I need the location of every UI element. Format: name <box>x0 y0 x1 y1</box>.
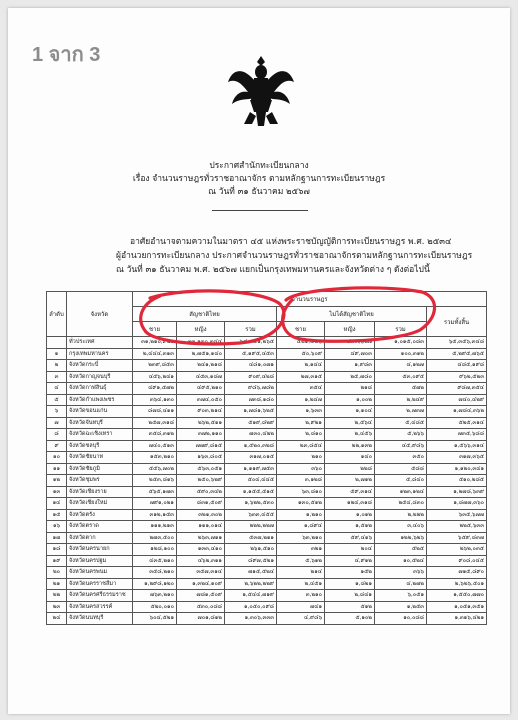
row-province-cell: จังหวัดนครปฐม <box>67 555 133 567</box>
row-index-cell: ๒๔ <box>47 613 67 625</box>
row-index-cell: ๒๒ <box>47 590 67 602</box>
row-province-cell: จังหวัดนครราชสีมา <box>67 578 133 590</box>
table-row <box>47 452 487 464</box>
garuda-emblem <box>226 52 296 130</box>
thai-sum-cell: ๒๒๒,๒๒๗ <box>225 521 277 533</box>
nonthai-female-cell: ๑๕๒ <box>325 567 375 579</box>
thai-male-cell: ๗๖๓,๒๑๐ <box>133 590 177 602</box>
grand-total-cell: ๑,๑๒๐,๓๔๑ <box>427 463 487 475</box>
grand-total-cell: ๑,๗๘๔,๓๖๒ <box>427 406 487 418</box>
nonthai-sum-cell: ๓๕๐ <box>375 452 427 464</box>
row-province-cell: จังหวัดชุมพร <box>67 475 133 487</box>
grand-total-cell: ๙๘๗,๓๕๔ <box>427 383 487 395</box>
row-province-cell: กรุงเทพมหานคร <box>67 348 133 360</box>
header-thai: สัญชาติไทย <box>133 307 277 322</box>
description-line-1: อาศัยอำนาจตามความในมาตรา ๔๕ แห่งพระราชบัญญัติการทะเบียนราษฎร พ.ศ. ๒๕๓๔ <box>130 237 452 247</box>
grand-total-cell: ๑,๕๕๐,๗๗๐ <box>427 590 487 602</box>
header-nonthai: ไม่ได้สัญชาติไทย <box>277 307 427 322</box>
grand-total-cell: ๗๔๐,๔๒๙ <box>427 394 487 406</box>
nonthai-male-cell: ๒๑๔ <box>277 567 325 579</box>
thai-female-cell: ๕๓๐,๐๘๘ <box>177 601 225 613</box>
row-index-cell: ๑๔ <box>47 498 67 510</box>
nonthai-sum-cell: ๑๐๐,๓๑๒ <box>375 348 427 360</box>
nonthai-female-cell: ๒๐๔ <box>325 544 375 556</box>
table-row <box>47 475 487 487</box>
thai-sum-cell: ๑,๑๑๙,๗๕๓ <box>225 463 277 475</box>
nonthai-sum-cell: ๒,๒๔๙ <box>375 394 427 406</box>
nonthai-female-cell: ๕๑๒ <box>325 601 375 613</box>
table-row <box>47 567 487 579</box>
nonthai-male-cell: ๓,๑๒๘ <box>277 475 325 487</box>
nonthai-male-cell: ๕๐,๖๐๙ <box>277 348 325 360</box>
thai-male-cell: ๔๓๕,๒๑๐ <box>133 555 177 567</box>
nonthai-sum-cell: ๒๕๔,๘๓๐ <box>375 498 427 510</box>
header-province: จังหวัด <box>67 292 133 337</box>
nonthai-female-cell: ๔๙๓,๖๒๗ <box>325 337 375 349</box>
table-row <box>47 360 487 372</box>
nonthai-male-cell: ๓๖๐ <box>277 463 325 475</box>
row-province-cell: จังหวัดเชียงราย <box>67 486 133 498</box>
row-index-cell <box>47 337 67 349</box>
thai-sum-cell: ๕๐๔,๔๔๕ <box>225 475 277 487</box>
thai-male-cell: ๘๗๘,๔๑๑ <box>133 406 177 418</box>
table-row <box>47 613 487 625</box>
nonthai-female-cell: ๑,๑๐๔ <box>325 406 375 418</box>
thai-sum-cell: ๙๘๖,๗๘๒ <box>225 383 277 395</box>
nonthai-male-cell: ๒๗,๓๑๕ <box>277 371 325 383</box>
thai-female-cell: ๕๙๐,๓๔๒ <box>177 486 225 498</box>
table-row <box>47 532 487 544</box>
nonthai-male-cell: ๕๒๑,๔๕๖ <box>277 337 325 349</box>
thai-female-cell: ๗๗๙,๘๑๕ <box>177 440 225 452</box>
row-province-cell: จังหวัดเชียงใหม่ <box>67 498 133 510</box>
grand-total-cell: ๑,๓๑๖,๔๒๑ <box>427 613 487 625</box>
row-province-cell: จังหวัดนครนายก <box>67 544 133 556</box>
thai-sum-cell: ๒๖๑,๕๑๐ <box>225 544 277 556</box>
row-province-cell: จังหวัดชลบุรี <box>67 440 133 452</box>
grand-total-cell: ๒๖๒,๐๓๕ <box>427 544 487 556</box>
row-index-cell: ๔ <box>47 383 67 395</box>
nonthai-sum-cell: ๔๕,๙๘๖ <box>375 440 427 452</box>
table-row <box>47 544 487 556</box>
thai-sum-cell: ๕,๑๙๕,๔๕๓ <box>225 348 277 360</box>
row-province-cell: จังหวัดนนทบุรี <box>67 613 133 625</box>
grand-total-cell: ๕,๒๙๕,๗๖๕ <box>427 348 487 360</box>
table-row <box>47 463 487 475</box>
thai-female-cell: ๓๗๔,๐๕๐ <box>177 394 225 406</box>
row-index-cell: ๑๒ <box>47 475 67 487</box>
nonthai-male-cell: ๓๒๑ <box>277 544 325 556</box>
table-row <box>47 394 487 406</box>
table-row <box>47 498 487 510</box>
table-row <box>47 406 487 418</box>
thai-male-cell: ๔๙๑,๕๗๒ <box>133 383 177 395</box>
thai-sum-cell: ๑,๖๒๒,๕๓๐ <box>225 498 277 510</box>
thai-male-cell: ๑,๒๙๘,๑๒๐ <box>133 578 177 590</box>
thai-sum-cell: ๒,๖๒๒,๒๒๙ <box>225 578 277 590</box>
header-divider <box>212 210 308 211</box>
nonthai-male-cell: ๑,๒๔๗ <box>277 394 325 406</box>
nonthai-female-cell: ๑,๐๐๒ <box>325 394 375 406</box>
header-thai-male: ชาย <box>133 322 177 337</box>
table-row <box>47 521 487 533</box>
row-index-cell: ๕ <box>47 394 67 406</box>
row-province-cell: จังหวัดนครสวรรค์ <box>67 601 133 613</box>
row-index-cell: ๙ <box>47 440 67 452</box>
thai-female-cell: ๒๔๑,๒๑๘ <box>177 360 225 372</box>
header-nonthai-male: ชาย <box>277 322 325 337</box>
announcement-office: ประกาศสำนักทะเบียนกลาง <box>209 161 309 171</box>
header-grand-total: รวมทั้งสิ้น <box>427 307 487 337</box>
nonthai-female-cell: ๑,๘๒๑ <box>325 578 375 590</box>
nonthai-female-cell: ๒,๘๔๑ <box>325 590 375 602</box>
nonthai-male-cell: ๓,๒๑๐ <box>277 590 325 602</box>
thai-female-cell: ๑๖๓,๘๐๕ <box>177 452 225 464</box>
nonthai-sum-cell: ๕,๒๖๖ <box>375 429 427 441</box>
grand-total-cell: ๙๖๒,๕๒๓ <box>427 371 487 383</box>
thai-male-cell: ๓๖๔,๑๓๐ <box>133 394 177 406</box>
thai-male-cell: ๑๒๘,๑๐๐ <box>133 544 177 556</box>
thai-female-cell: ๓๕๗,๓๑๔ <box>177 567 225 579</box>
nonthai-female-cell: ๕๙,๔๑๖ <box>325 532 375 544</box>
thai-male-cell: ๒๗๓,๕๐๐ <box>133 532 177 544</box>
thai-female-cell: ๘๓๑,๕๐๙ <box>177 498 225 510</box>
grand-total-cell: ๙๐๘,๐๔๕ <box>427 555 487 567</box>
table-row <box>47 590 487 602</box>
thai-sum-cell: ๑,๐๕๐,๐๙๘ <box>225 601 277 613</box>
thai-sum-cell: ๓๑๗,๐๑๕ <box>225 452 277 464</box>
row-index-cell: ๘ <box>47 429 67 441</box>
table-row <box>47 486 487 498</box>
thai-male-cell: ๑๕๓,๒๑๐ <box>133 452 177 464</box>
header-population: จำนวนราษฎร <box>133 292 487 307</box>
row-index-cell: ๒ <box>47 360 67 372</box>
table-row <box>47 601 487 613</box>
header-thai-sum: รวม <box>225 322 277 337</box>
thai-sum-cell: ๑,๓๐๖,๓๓๓ <box>225 613 277 625</box>
thai-female-cell: ๔๙๕,๒๑๐ <box>177 383 225 395</box>
thai-sum-cell: ๕๑๙,๘๒๙ <box>225 417 277 429</box>
nonthai-male-cell: ๑,๒๑๐ <box>277 509 325 521</box>
thai-male-cell: ๓๕๘,๒๑๐ <box>133 567 177 579</box>
thai-sum-cell: ๗๑๕,๕๒๔ <box>225 567 277 579</box>
grand-total-cell: ๑,๘๗๗,๓๖๐ <box>427 498 487 510</box>
row-province-cell: จังหวัดชัยนาท <box>67 452 133 464</box>
nonthai-male-cell: ๖๓,๒๑๐ <box>277 532 325 544</box>
grand-total-cell: ๑,๒๗๘,๖๓๙ <box>427 486 487 498</box>
nonthai-female-cell: ๑,๙๘๓ <box>325 360 375 372</box>
table-row <box>47 383 487 395</box>
thai-male-cell: ๔๕๖,๒๔๑ <box>133 371 177 383</box>
row-province-cell: จังหวัดตาก <box>67 532 133 544</box>
announcement-subject: เรื่อง จำนวนราษฎรทั่วราชอาณาจักร ตามหลักฐานการทะเบียนราษฎร <box>132 174 386 184</box>
table-row <box>47 555 487 567</box>
table-row <box>47 440 487 452</box>
row-province-cell: จังหวัดขอนแก่น <box>67 406 133 418</box>
thai-male-cell: ๓๑๒,๑๕๓ <box>133 509 177 521</box>
row-index-cell: ๒๑ <box>47 578 67 590</box>
table-row <box>47 417 487 429</box>
nonthai-sum-cell: ๒,๗๓๗ <box>375 406 427 418</box>
nonthai-female-cell: ๑๒๔,๓๑๘ <box>325 498 375 510</box>
row-province-cell: จังหวัดกำแพงเพชร <box>67 394 133 406</box>
thai-sum-cell: ๑,๗๘๑,๖๒๕ <box>225 406 277 418</box>
nonthai-female-cell: ๒,๗๑๒ <box>325 475 375 487</box>
nonthai-female-cell: ๕๙,๓๑๔ <box>325 486 375 498</box>
nonthai-sum-cell: ๕๘๘ <box>375 463 427 475</box>
thai-male-cell: ๓๑,๒๑๐,๙๒๑ <box>133 337 177 349</box>
page-indicator: 1 จาก 3 <box>32 44 101 66</box>
nonthai-female-cell: ๔๙,๗๐๓ <box>325 348 375 360</box>
row-index-cell: ๑๓ <box>47 486 67 498</box>
thai-female-cell: ๒,๗๕๑,๑๔๐ <box>177 348 225 360</box>
grand-total-cell: ๑,๐๕๑,๓๕๑ <box>427 601 487 613</box>
row-index-cell: ๑๗ <box>47 532 67 544</box>
thai-female-cell: ๑๓๓,๔๑๐ <box>177 544 225 556</box>
nonthai-sum-cell: ๓๖๖ <box>375 567 427 579</box>
row-province-cell: จังหวัดกระบี่ <box>67 360 133 372</box>
row-index-cell: ๓ <box>47 371 67 383</box>
table-row <box>47 509 487 521</box>
nonthai-sum-cell: ๑๐,๕๒๔ <box>375 555 427 567</box>
thai-female-cell: ๙๐๓,๒๑๔ <box>177 406 225 418</box>
nonthai-male-cell: ๗๔๑ <box>277 601 325 613</box>
header-index: ลำดับ <box>47 292 67 337</box>
thai-female-cell: ๓๗๒,๑๑๐ <box>177 429 225 441</box>
thai-male-cell: ๒,๔๔๔,๓๑๓ <box>133 348 177 360</box>
row-province-cell: จังหวัดจันทบุรี <box>67 417 133 429</box>
thai-female-cell: ๒๕๐,๖๒๙ <box>177 475 225 487</box>
nonthai-sum-cell: ๑๒๓,๑๒๔ <box>375 486 427 498</box>
row-province-cell: จังหวัดตราด <box>67 521 133 533</box>
row-index-cell: ๑๑ <box>47 463 67 475</box>
nonthai-male-cell: ๒๑๐ <box>277 452 325 464</box>
nonthai-female-cell: ๑,๐๑๒ <box>325 509 375 521</box>
header-nonthai-sum: รวม <box>375 322 427 337</box>
nonthai-female-cell: ๑,๕๑๒ <box>325 521 375 533</box>
nonthai-male-cell: ๔,๙๘๖ <box>277 613 325 625</box>
nonthai-female-cell: ๕,๑๐๒ <box>325 613 375 625</box>
grand-total-cell: ๒,๖๒๖,๕๐๑ <box>427 578 487 590</box>
nonthai-female-cell: ๒๕,๗๘๐ <box>325 371 375 383</box>
header-nonthai-female: หญิง <box>325 322 375 337</box>
thai-female-cell: ๕๖๓,๐๕๑ <box>177 463 225 475</box>
grand-total-cell: ๔๘๕,๑๙๘ <box>427 360 487 372</box>
table-row <box>47 348 487 360</box>
thai-male-cell: ๗๙๑,๐๒๑ <box>133 498 177 510</box>
nonthai-male-cell: ๒,๑๔๔ <box>277 360 325 372</box>
thai-sum-cell: ๘๙๗,๕๒๑ <box>225 555 277 567</box>
table-row <box>47 429 487 441</box>
nonthai-sum-cell: ๕๗๒ <box>375 383 427 395</box>
thai-female-cell: ๒๖๓,๗๑๑ <box>177 532 225 544</box>
population-table-body <box>47 337 487 625</box>
nonthai-sum-cell: ๑,๒๕๓ <box>375 601 427 613</box>
row-province-cell: จังหวัดนครพนม <box>67 567 133 579</box>
nonthai-male-cell: ๑,๘๙๔ <box>277 521 325 533</box>
thai-male-cell: ๓๕๘,๓๑๒ <box>133 429 177 441</box>
nonthai-sum-cell: ๑๐,๐๘๘ <box>375 613 427 625</box>
nonthai-male-cell: ๑๓๐,๕๑๒ <box>277 498 325 510</box>
nonthai-sum-cell: ๖,๐๕๑ <box>375 590 427 602</box>
nonthai-sum-cell: ๕,๘๔๐ <box>375 475 427 487</box>
thai-sum-cell: ๑,๑๕๕,๕๑๕ <box>225 486 277 498</box>
grand-total-cell: ๗๑๕,๘๙๐ <box>427 567 487 579</box>
announcement-date: ณ วันที่ ๓๑ ธันวาคม ๒๕๖๗ <box>208 187 310 197</box>
row-province-cell: จังหวัดกาญจนบุรี <box>67 371 133 383</box>
nonthai-female-cell: ๑๔๐ <box>325 452 375 464</box>
row-province-cell: จังหวัดนครศรีธรรมราช <box>67 590 133 602</box>
nonthai-male-cell: ๒,๔๕๑ <box>277 578 325 590</box>
thai-female-cell: ๓๒๑,๓๐๒ <box>177 509 225 521</box>
row-index-cell: ๑๘ <box>47 544 67 556</box>
row-province-cell: ทั่วประเทศ <box>67 337 133 349</box>
grand-total-cell: ๕๒๕,๓๑๔ <box>427 417 487 429</box>
nonthai-female-cell: ๒,๔๕๖ <box>325 429 375 441</box>
nonthai-male-cell: ๖๓,๘๑๐ <box>277 486 325 498</box>
table-row <box>47 371 487 383</box>
nonthai-male-cell: ๒,๙๒๑ <box>277 417 325 429</box>
thai-sum-cell: ๖๓๓,๔๕๕ <box>225 509 277 521</box>
nonthai-sum-cell: ๑,๐๑๕,๐๘๓ <box>375 337 427 349</box>
thai-sum-cell: ๔๘๑,๐๗๑ <box>225 360 277 372</box>
row-index-cell: ๒๐ <box>47 567 67 579</box>
nonthai-sum-cell: ๕,๔๘๕ <box>375 417 427 429</box>
nonthai-sum-cell: ๓,๔๐๖ <box>375 521 427 533</box>
header-thai-female: หญิง <box>177 322 225 337</box>
grand-total-cell: ๖๕๙,๘๓๗ <box>427 532 487 544</box>
grand-total-cell: ๒๒๕,๖๓๓ <box>427 521 487 533</box>
table-row <box>47 578 487 590</box>
nonthai-sum-cell: ๕๓,๐๙๕ <box>375 371 427 383</box>
nonthai-male-cell: ๕,๖๑๒ <box>277 555 325 567</box>
thai-male-cell: ๕๒๐,๐๑๐ <box>133 601 177 613</box>
nonthai-sum-cell: ๕๒๕ <box>375 544 427 556</box>
nonthai-sum-cell: ๔,๒๗๒ <box>375 578 427 590</box>
nonthai-female-cell: ๒๒,๑๓๒ <box>325 440 375 452</box>
table-row <box>47 337 487 349</box>
thai-male-cell: ๒๓๙,๘๕๓ <box>133 360 177 372</box>
grand-total-cell: ๕๑๐,๒๘๕ <box>427 475 487 487</box>
row-province-cell: จังหวัดกาฬสินธุ์ <box>67 383 133 395</box>
thai-sum-cell: ๑,๕๒๐,๓๒๘ <box>225 440 277 452</box>
thai-sum-cell: ๙๐๙,๔๒๘ <box>225 371 277 383</box>
thai-sum-cell: ๕๓๗,๒๑๑ <box>225 532 277 544</box>
thai-female-cell: ๑,๓๒๔,๑๐๙ <box>177 578 225 590</box>
thai-male-cell: ๕๕๖,๗๐๒ <box>133 463 177 475</box>
grand-total-cell: ๑,๕๖๖,๓๑๔ <box>427 440 487 452</box>
description-line-2: ผู้อำนวยการทะเบียนกลาง ประกาศจำนวนราษฎรทั่วราชอาณาจักรตามหลักฐานการทะเบียนราษฎร <box>116 251 473 261</box>
thai-sum-cell: ๖๔,๓๔๑,๒๖๕ <box>225 337 277 349</box>
nonthai-male-cell: ๒๓,๘๕๔ <box>277 440 325 452</box>
nonthai-male-cell: ๑,๖๓๓ <box>277 406 325 418</box>
nonthai-sum-cell: ๒,๒๒๒ <box>375 509 427 521</box>
row-index-cell: ๑๙ <box>47 555 67 567</box>
row-index-cell: ๑๐ <box>47 452 67 464</box>
row-index-cell: ๑๕ <box>47 509 67 521</box>
row-province-cell: จังหวัดฉะเชิงเทรา <box>67 429 133 441</box>
nonthai-sum-cell: ๔,๑๒๗ <box>375 360 427 372</box>
thai-male-cell: ๕๖๕,๑๗๓ <box>133 486 177 498</box>
thai-female-cell: ๒๖๒,๕๑๑ <box>177 417 225 429</box>
thai-female-cell: ๓๓,๑๓๐,๓๔๔ <box>177 337 225 349</box>
nonthai-sum-cell: ๑๒๒,๖๒๖ <box>375 532 427 544</box>
thai-female-cell: ๑๑๑,๐๑๔ <box>177 521 225 533</box>
row-province-cell: จังหวัดตรัง <box>67 509 133 521</box>
row-index-cell: ๑๖ <box>47 521 67 533</box>
nonthai-female-cell: ๒๑๘ <box>325 383 375 395</box>
thai-male-cell: ๗๔๐,๕๑๓ <box>133 440 177 452</box>
nonthai-male-cell: ๒,๘๑๐ <box>277 429 325 441</box>
population-table <box>46 291 487 625</box>
thai-female-cell: ๔๖๒,๓๑๑ <box>177 555 225 567</box>
nonthai-female-cell: ๔,๙๑๒ <box>325 555 375 567</box>
thai-female-cell: ๗๐๑,๘๑๒ <box>177 613 225 625</box>
nonthai-female-cell: ๒,๕๖๔ <box>325 417 375 429</box>
row-index-cell: ๒๓ <box>47 601 67 613</box>
row-province-cell: จังหวัดชัยภูมิ <box>67 463 133 475</box>
thai-female-cell: ๗๘๑,๕๐๙ <box>177 590 225 602</box>
thai-sum-cell: ๑,๕๔๔,๗๑๙ <box>225 590 277 602</box>
grand-total-cell: ๖๕,๓๕๖,๓๔๘ <box>427 337 487 349</box>
thai-male-cell: ๒๕๗,๓๑๘ <box>133 417 177 429</box>
thai-sum-cell: ๗๓๘,๑๘๐ <box>225 394 277 406</box>
nonthai-female-cell: ๒๒๘ <box>325 463 375 475</box>
row-index-cell: ๗ <box>47 417 67 429</box>
thai-male-cell: ๑๑๑,๒๑๓ <box>133 521 177 533</box>
thai-sum-cell: ๗๓๐,๔๒๒ <box>225 429 277 441</box>
grand-total-cell: ๖๓๕,๖๗๗ <box>427 509 487 521</box>
thai-male-cell: ๖๐๔,๕๒๑ <box>133 613 177 625</box>
thai-female-cell: ๔๕๓,๑๘๗ <box>177 371 225 383</box>
grand-total-cell: ๗๓๕,๖๘๘ <box>427 429 487 441</box>
row-index-cell: ๑ <box>47 348 67 360</box>
grand-total-cell: ๓๑๗,๓๖๕ <box>427 452 487 464</box>
row-index-cell: ๖ <box>47 406 67 418</box>
description-line-3: ณ วันที่ ๓๑ ธันวาคม พ.ศ. ๒๕๖๗ แยกเป็นกรุงเทพมหานครและจังหวัดต่าง ๆ ดังต่อไปนี้ <box>116 265 430 275</box>
nonthai-male-cell: ๓๕๔ <box>277 383 325 395</box>
thai-male-cell: ๒๕๓,๘๑๖ <box>133 475 177 487</box>
